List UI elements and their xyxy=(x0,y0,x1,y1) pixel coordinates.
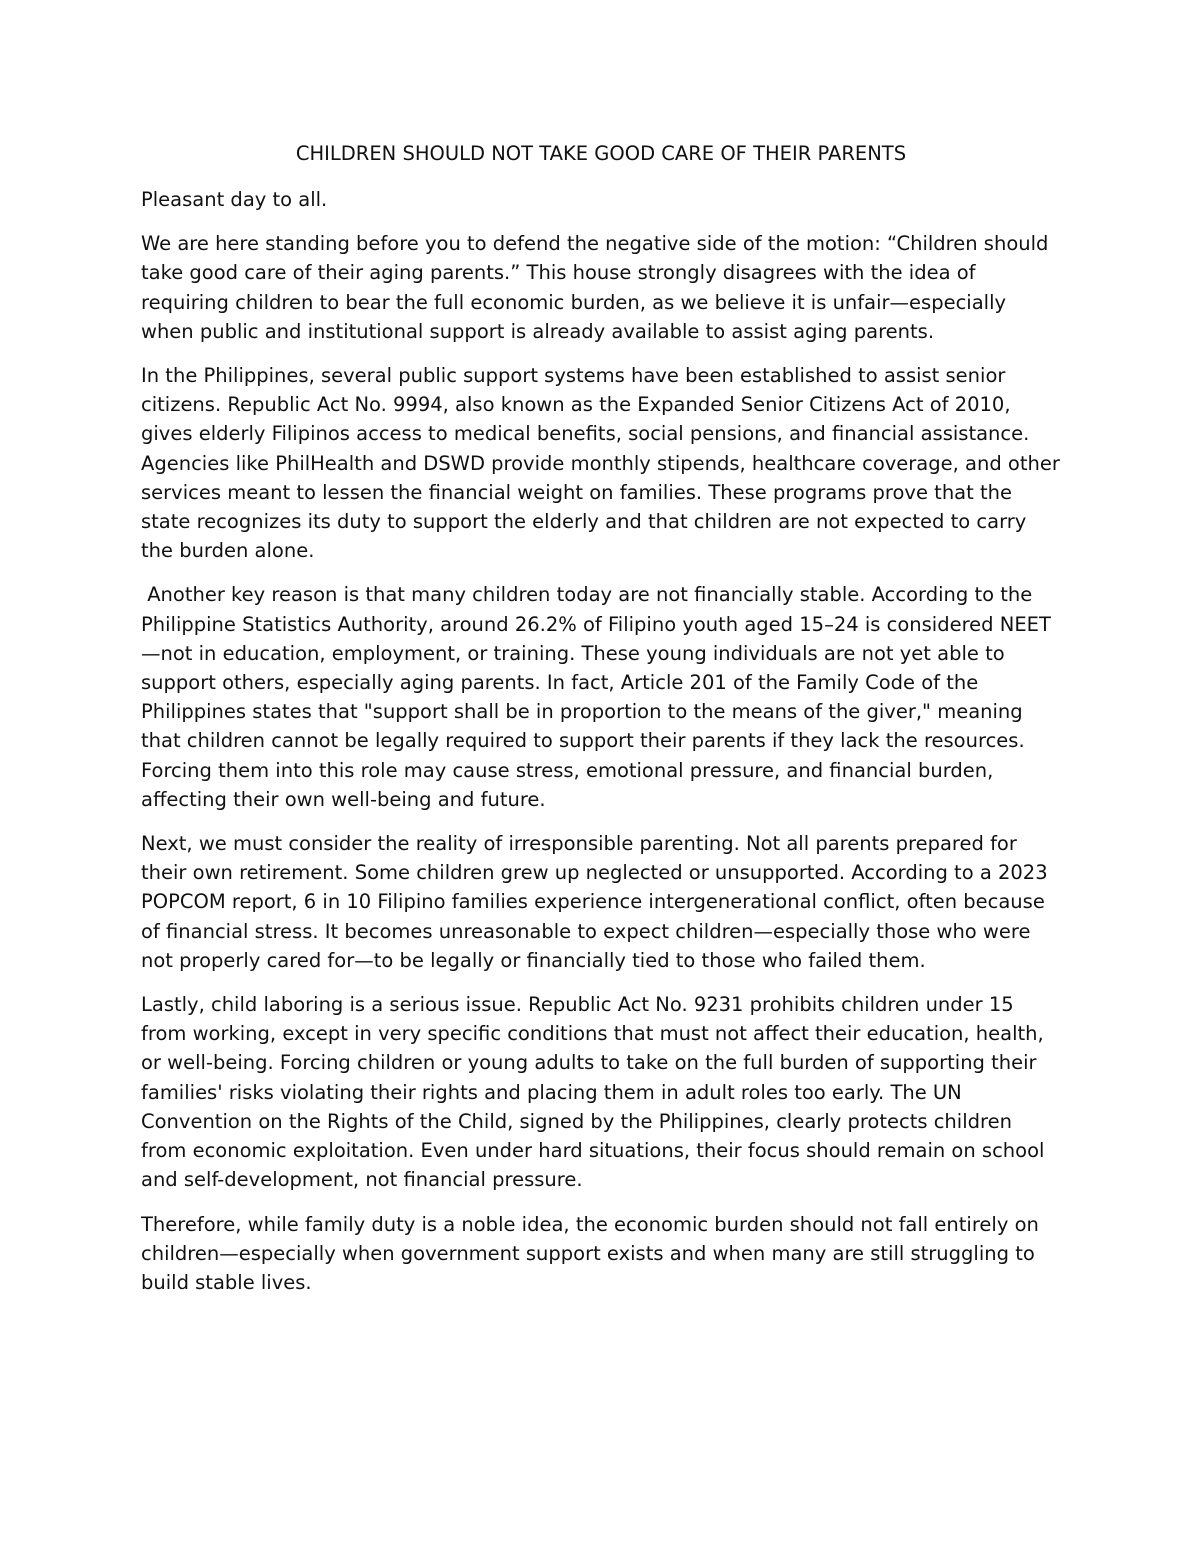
paragraph-financial-stability: Another key reason is that many children today are not financially stable. According to the Philippine Statistics Authority, around 26.2% of Filipino youth aged 15–24 is considered NEET—not in education, employment, or training. These young individuals are not yet able to support others, especially aging parents. In fact, Article 201 of the Family Code of the Philippines states that "support shall be in proportion to the means of the giver," meaning that children cannot be legally required to support their parents if they lack the resources. Forcing them into this role may cause stress, emotional pressure, and financial burden, affecting their own well-being and future. xyxy=(141,583,1051,811)
paragraph-greeting: Pleasant day to all. xyxy=(141,188,328,211)
paragraph-child-labor: Lastly, child laboring is a serious issue. Republic Act No. 9231 prohibits children under 15 from working, except in very specific conditions that must not affect their education, health, or well-being. Forcing children or young adults to take on the full burden of supporting their families' risks violating their rights and placing them in adult roles too early. The UN Convention on the Rights of the Child, signed by the Philippines, clearly protects children from economic exploitation. Even under hard situations, their focus should remain on school and self-development, not financial pressure. xyxy=(141,993,1045,1192)
paragraph-conclusion: Therefore, while family duty is a noble idea, the economic burden should not fall entirely on children—especially when government support exists and when many are still struggling to build stable lives. xyxy=(141,1212,1039,1294)
document-page xyxy=(141,138,1067,1312)
paragraph-public-support: In the Philippines, several public support systems have been established to assist senior citizens. Republic Act No. 9994, also known as the Expanded Senior Citizens Act of 2010, gives elderly Filipinos access to medical benefits, social pensions, and financial assistance. Agencies like PhilHealth and DSWD provide monthly stipends, healthcare coverage, and other services meant to lessen the financial weight on families. These programs prove that the state recognizes its duty to support the elderly and that children are not expected to carry the burden alone. xyxy=(141,364,1067,563)
document-title: CHILDREN SHOULD NOT TAKE GOOD CARE OF THEIR PARENTS xyxy=(295,142,907,165)
paragraph-introduction: We are here standing before you to defend the negative side of the motion: “Children should take good care of their aging parents.” This house strongly disagrees with the idea of requiring children to bear the full economic burden, as we believe it is unfair—especially when public and institutional support is already available to assist aging parents. xyxy=(141,232,1049,343)
paragraph-irresponsible-parenting: Next, we must consider the reality of irresponsible parenting. Not all parents prepared for their own retirement. Some children grew up neglected or unsupported. According to a 2023 POPCOM report, 6 in 10 Filipino families experience intergenerational conflict, often because of financial stress. It becomes unreasonable to expect children—especially those who were not properly cared for—to be legally or financially tied to those who failed them. xyxy=(141,832,1048,972)
